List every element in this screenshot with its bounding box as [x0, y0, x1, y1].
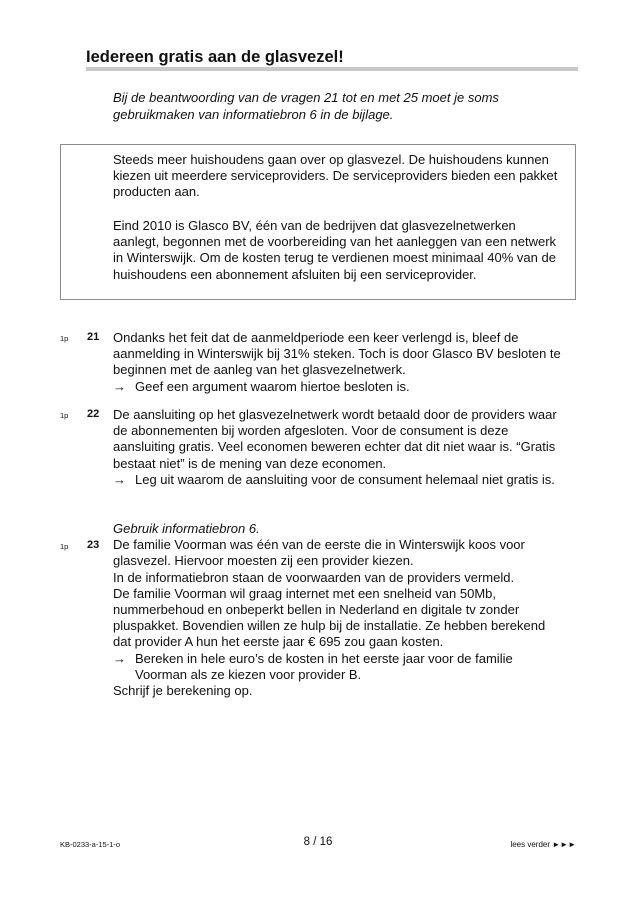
question-number: 22 [87, 408, 100, 420]
question-text-3: De familie Voorman wil graag internet met een snelheid van 50Mb, nummerbehoud en onbeperkt bellen in Nederland en digitale tv zonder pluspakket. Bovendien willen ze hulp bij de installatie. Ze hebben berekend dat provider A hun het eerste jaar € 695 zou gaan kosten. [113, 585, 546, 650]
question-text: De familie Voorman was één van de eerste die in Winterswijk koos voor glasvezel. Hiervoor moesten zij een provider kiezen. [113, 537, 525, 569]
next-page-indicator: lees verder ►►► [510, 840, 576, 849]
question-score: 1p [60, 542, 69, 551]
question-text: De aansluiting op het glasvezelnetwerk wordt betaald door de providers waar de abonnementen bij worden afgesloten. Voor de consument is deze aansluiting gratis. Veel economen beweren echter dat dit niet waar is. “Gratis bestaat niet” is de mening van deze economen. [113, 407, 557, 471]
question-task [113, 379, 563, 395]
info-paragraph-2: Eind 2010 is Glasco BV, één van de bedrijven dat glasvezelnetwerken aanlegt, begonnen met de voorbereiding van het aanleggen van een netwerk in Winterswijk. Om de kosten terug te verdienen moest minimaal 40% van de huishoudens een abonnement afsluiten bij een serviceprovider. [113, 218, 557, 282]
question-23 [113, 521, 563, 699]
page-number: 8 / 16 [303, 836, 333, 848]
arrow-icon: → [113, 471, 126, 487]
question-score: 1p [60, 334, 69, 343]
question-number: 21 [87, 331, 100, 343]
arrow-icon: → [113, 650, 126, 666]
question-22 [113, 407, 563, 488]
question-score: 1p [60, 411, 69, 420]
question-text-2: In de informatiebron staan de voorwaarden van de providers vermeld. [113, 569, 515, 585]
question-task [113, 472, 563, 488]
intro-instruction: Bij de beantwoording van de vragen 21 tot en met 25 moet je soms gebruikmaken van informatiebron 6 in de bijlage. [113, 90, 499, 122]
task-text: Bereken in hele euro’s de kosten in het eerste jaar voor de familie Voorman als ze kiezen voor provider B. [135, 650, 513, 682]
question-number: 23 [87, 539, 100, 551]
question-task [113, 651, 563, 683]
arrow-icon: → [113, 378, 126, 394]
question-text: Ondanks het feit dat de aanmeldperiode een keer verlengd is, bleef de aanmelding in Winterswijk bij 31% steken. Toch is door Glasco BV besloten te beginnen met de aanleg van het glasvezelnetwerk. [113, 330, 561, 378]
title-underline [86, 67, 578, 71]
footer-code: KB-0233-a-15-1-o [60, 840, 121, 849]
page-title: Iedereen gratis aan de glasvezel! [86, 48, 344, 66]
task-text: Geef een argument waarom hiertoe besloten is. [135, 378, 410, 394]
info-paragraph-1: Steeds meer huishoudens gaan over op glasvezel. De huishoudens kunnen kiezen uit meerdere serviceproviders. De serviceproviders bieden een pakket producten aan. [113, 152, 558, 200]
task-text: Leg uit waarom de aansluiting voor de consument helemaal niet gratis is. [135, 471, 555, 487]
question-21 [113, 330, 563, 395]
question-closing: Schrijf je berekening op. [113, 683, 253, 699]
question-instruction: Gebruik informatiebron 6. [113, 521, 260, 536]
